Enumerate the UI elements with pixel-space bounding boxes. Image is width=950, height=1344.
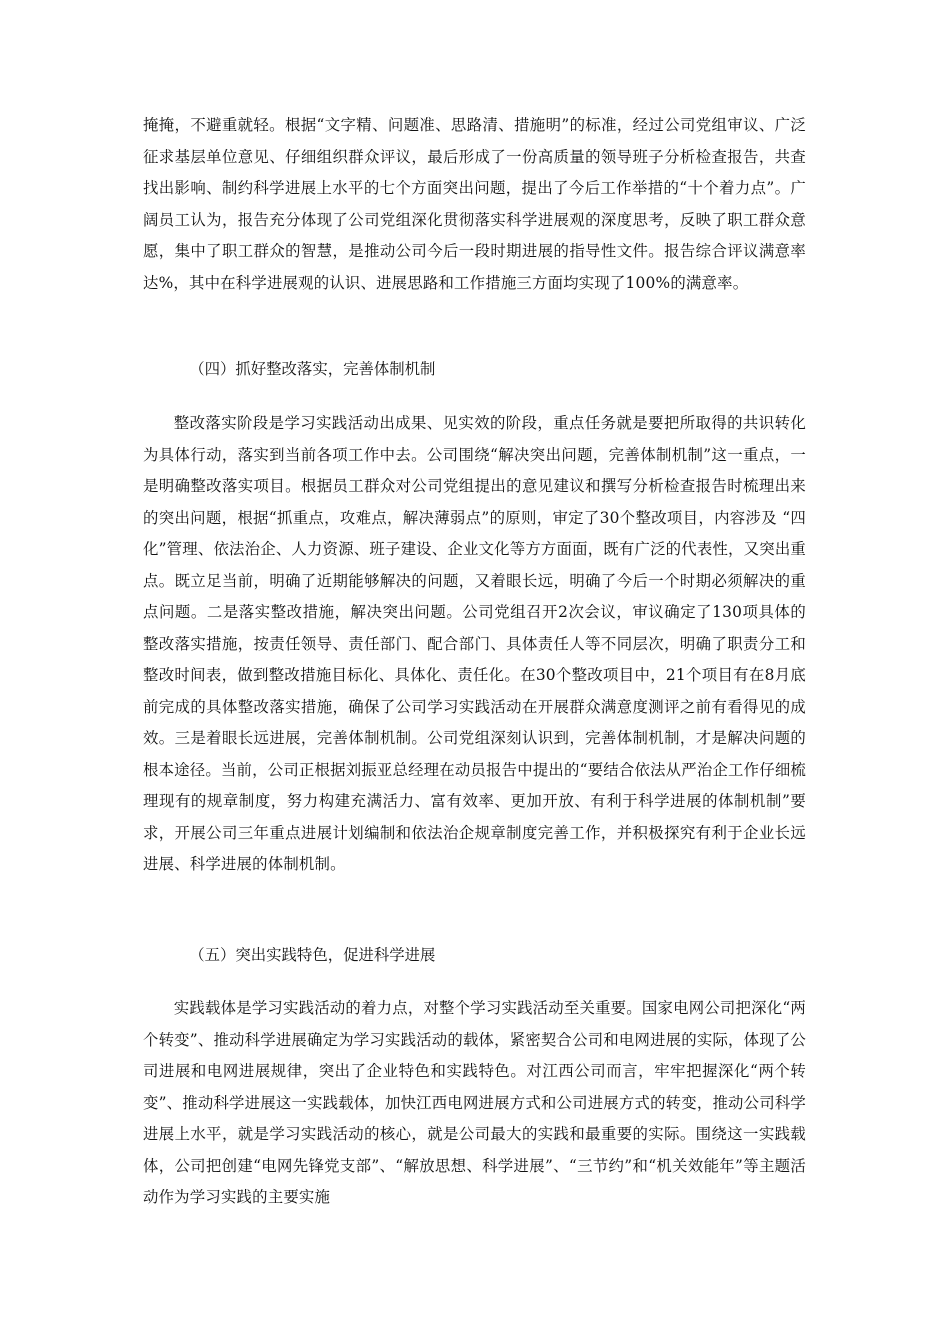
paragraph-report-summary: 掩掩，不避重就轻。根据“文字精、问题准、思路清、措施明”的标准，经过公司党组审议、广泛征求基层单位意见、仔细组织群众评议，最后形成了一份高质量的领导班子分析检查报告，共查找出影响、制约科学进展上水平的七个方面突出问题，提出了今后工作举措的“十个着力点”。广阔员工认为，报告充分体现了公司党组深化贯彻落实科学进展观的深度思考，反映了职工群众意愿，集中了职工群众的智慧，是推动公司今后一段时期进展的指导性文件。报告综合评议满意率达%，其中在科学进展观的认识、进展思路和工作措施三方面均实现了100%的满意率。 — [143, 116, 806, 292]
section-heading-four: （四）抓好整改落实，完善体制机制 — [189, 360, 436, 378]
section-heading-five: （五）突出实践特色，促进科学进展 — [189, 946, 436, 964]
paragraph-practice-carrier: 实践载体是学习实践活动的着力点，对整个学习实践活动至关重要。国家电网公司把深化“两个转变”、推动科学进展确定为学习实践活动的载体，紧密契合公司和电网进展的实际，体现了公司进展和电网进展规律，突出了企业特色和实践特色。对江西公司而言，牢牢把握深化“两个转变”、推动科学进展这一实践载体，加快江西电网进展方式和公司进展方式的转变，推动公司科学进展上水平，就是学习实践活动的核心，就是公司最大的实践和最重要的实际。围绕这一实践载体，公司把创建“电网先锋党支部”、“解放思想、科学进展”、“三节约”和“机关效能年”等主题活动作为学习实践的主要实施 — [143, 999, 806, 1206]
paragraph-rectification: 整改落实阶段是学习实践活动出成果、见实效的阶段，重点任务就是要把所取得的共识转化为具体行动，落实到当前各项工作中去。公司围绕“解决突出问题，完善体制机制”这一重点，一是明确整改落实项目。根据员工群众对公司党组提出的意见建议和撰写分析检查报告时梳理出来的突出问题，根据“抓重点，攻难点，解决薄弱点”的原则，审定了30个整改项目，内容涉及 “四化”管理、依法治企、人力资源、班子建设、企业文化等方方面面，既有广泛的代表性，又突出重点。既立足当前，明确了近期能够解决的问题，又着眼长远，明确了今后一个时期必须解决的重点问题。二是落实整改措施，解决突出问题。公司党组召开2次会议，审议确定了130项具体的整改落实措施，按责任领导、责任部门、配合部门、具体责任人等不同层次，明确了职责分工和整改时间表，做到整改措施目标化、具体化、责任化。在30个整改项目中，21个项目有在8月底前完成的具体整改落实措施，确保了公司学习实践活动在开展群众满意度测评之前有看得见的成效。三是着眼长远进展，完善体制机制。公司党组深刻认识到，完善体制机制，才是解决问题的根本途径。当前，公司正根据刘振亚总经理在动员报告中提出的“要结合依法从严治企工作仔细梳理现有的规章制度，努力构建充满活力、富有效率、更加开放、有利于科学进展的体制机制”要求，开展公司三年重点进展计划编制和依法治企规章制度完善工作，并积极探究有利于企业长远进展、科学进展的体制机制。 — [143, 414, 806, 873]
